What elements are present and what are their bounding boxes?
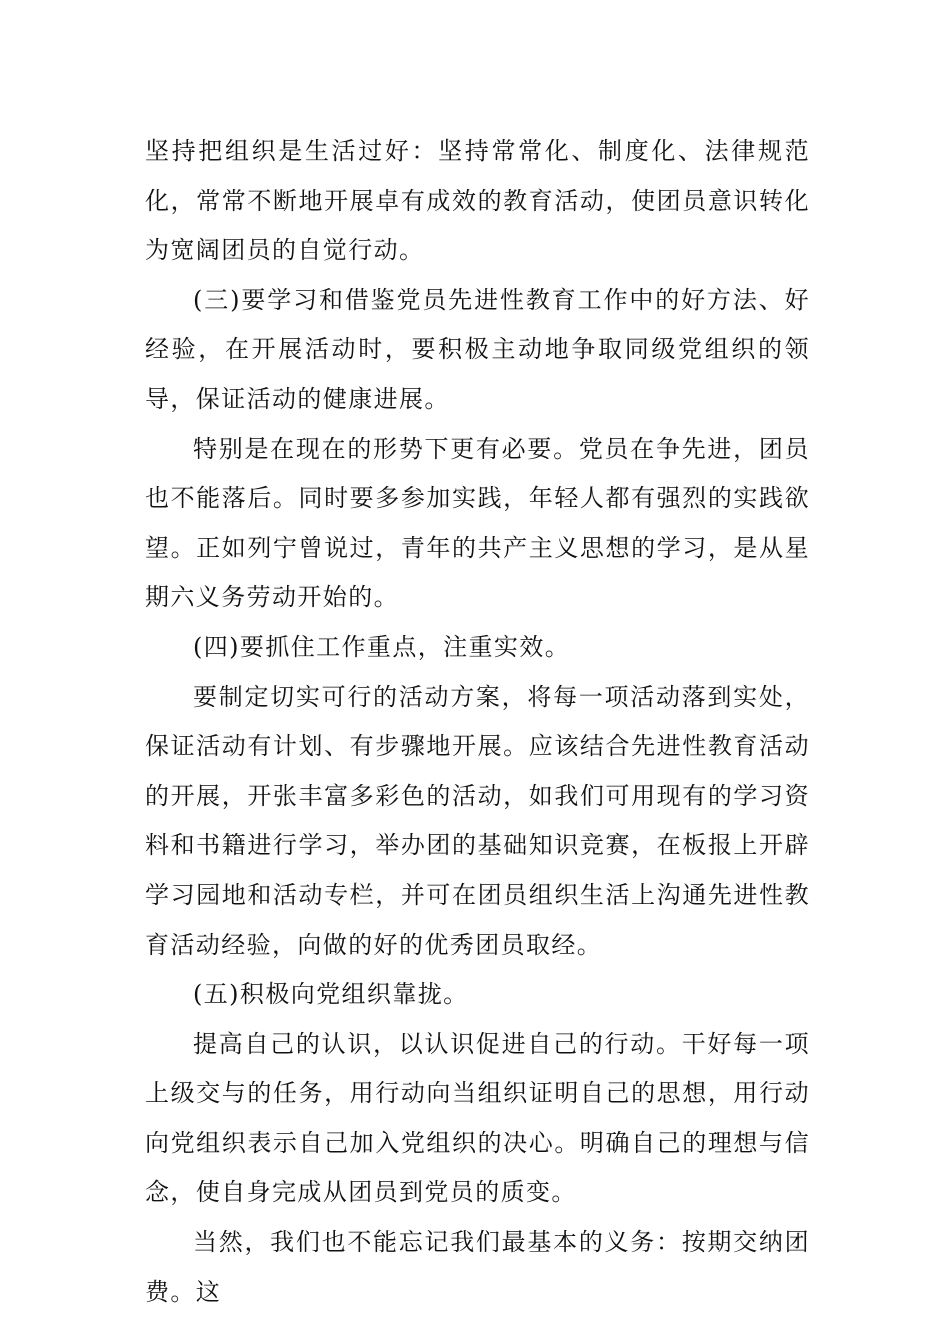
paragraph: 坚持把组织是生活过好：坚持常常化、制度化、法律规范化，常常不断地开展卓有成效的教育活动，使团员意识转化为宽阔团员的自觉行动。 [145,137,810,265]
paragraph: 提高自己的认识，以认识促进自己的行动。干好每一项上级交与的任务，用行动向当组织证明自己的思想，用行动向党组织表示自己加入党组织的决心。明确自己的理想与信念，使自身完成从团员到党员的质变。 [145,1029,810,1207]
section-heading: (五)积极向党组织靠拢。 [193,980,469,1009]
paragraph: 特别是在现在的形势下更有必要。党员在争先进，团员也不能落后。同时要多参加实践，年轻人都有强烈的实践欲望。正如列宁曾说过，青年的共产主义思想的学习，是从星期六义务劳动开始的。 [145,434,810,612]
paragraph: (三)要学习和借鉴党员先进性教育工作中的好方法、好经验，在开展活动时，要积极主动地争取同级党组织的领导，保证活动的健康进展。 [145,285,810,413]
section-heading: (四)要抓住工作重点，注重实效。 [193,632,571,661]
document-body [145,127,810,1317]
paragraph: 要制定切实可行的活动方案，将每一项活动落到实处，保证活动有计划、有步骤地开展。应该结合先进性教育活动的开展，开张丰富多彩色的活动，如我们可用现有的学习资料和书籍进行学习，举办团的基础知识竞赛，在板报上开辟学习园地和活动专栏，并可在团员组织生活上沟通先进性教育活动经验，向做的好的优秀团员取经。 [145,682,810,959]
paragraph: 当然，我们也不能忘记我们最基本的义务：按期交纳团费。这 [145,1228,810,1306]
